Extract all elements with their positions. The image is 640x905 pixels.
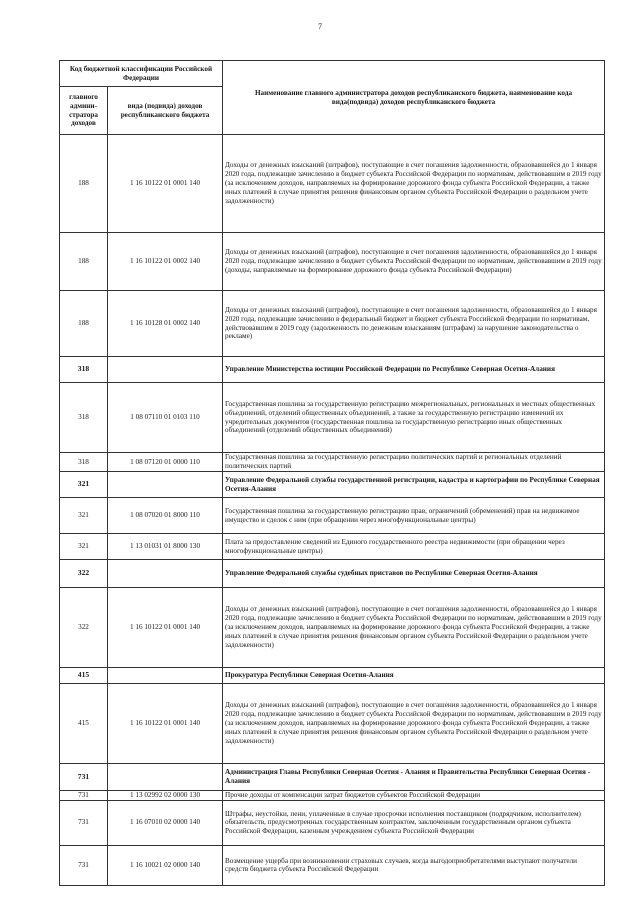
income-code-cell: 1 13 01031 01 8000 130 xyxy=(108,534,223,560)
admin-code-cell: 188 xyxy=(60,291,108,357)
table-row xyxy=(60,791,605,801)
name-cell: Государственная пошлина за государственную регистрацию прав, ограничений (обременений) прав на недвижимое имущество и сделок с ним (при обращении через многофункциональные центры) xyxy=(223,498,605,534)
name-cell: Управление Федеральной службы судебных приставов по Республике Северная Осетия-Алания xyxy=(223,560,605,588)
table-row xyxy=(60,800,605,845)
administrator-row xyxy=(60,560,605,588)
income-code-cell xyxy=(108,357,223,383)
admin-code-cell: 322 xyxy=(60,588,108,668)
admin-code-cell: 321 xyxy=(60,534,108,560)
administrator-row xyxy=(60,472,605,498)
income-code-cell: 1 16 10122 01 0001 140 xyxy=(108,588,223,668)
income-code-cell xyxy=(108,472,223,498)
income-code-cell xyxy=(108,668,223,684)
name-cell: Доходы от денежных взысканий (штрафов), поступающие в счет погашения задолженности, образовавшейся до 1 января 2020 года, подлежащие зачислению в бюджет субъекта Российской Федерации по нормативам, действовавшим в 2019 году (за исключением доходов, направляемых на формирование дорожного фонда субъекта Российской Федерации, а также иных платежей в случае принятия решения финансовым органом субъекта Российской Федерации о раздельном учете задолженности) xyxy=(223,684,605,764)
name-cell: Государственная пошлина за государственную регистрацию политических партий и региональных отделений политических партий xyxy=(223,453,605,472)
admin-code-cell: 321 xyxy=(60,472,108,498)
table-row xyxy=(60,845,605,885)
header-code-column: вида (подвида) доходов республиканского бюджета xyxy=(108,87,223,135)
name-cell: Штрафы, неустойки, пени, уплаченные в случае просрочки исполнения поставщиком (подрядчиком, исполнителем) обязательств, предусмотренных государственным контрактом, заключенным государственным органом субъекта Российской Федерации, казенным учреждением субъекта Российской Федерации xyxy=(223,800,605,845)
budget-classification-table xyxy=(59,60,605,886)
admin-code-cell: 188 xyxy=(60,135,108,233)
name-cell: Государственная пошлина за государственную регистрацию межрегиональных, региональных и местных общественных объединений, отделений общественных объединений, а также за государственную регистрацию изменений их учредительных документов (государственная пошлина за государственную регистрацию иных общественных объединений (отделений общественных объединений) xyxy=(223,383,605,453)
name-cell: Доходы от денежных взысканий (штрафов), поступающие в счет погашения задолженности, образовавшейся до 1 января 2020 года, подлежащие зачислению в федеральный бюджет и бюджет субъекта Российской Федерации по нормативам, действовавшим в 2019 году (задолженность по денежным взысканиям (штрафам) за нарушение законодательства о рекламе) xyxy=(223,291,605,357)
name-cell: Управление Министерства юстиции Российской Федерации по Республике Северная Осетия-Алания xyxy=(223,357,605,383)
table-row xyxy=(60,135,605,233)
admin-code-cell: 415 xyxy=(60,668,108,684)
income-code-cell: 1 08 07110 01 0103 110 xyxy=(108,383,223,453)
name-cell: Доходы от денежных взысканий (штрафов), поступающие в счет погашения задолженности, образовавшейся до 1 января 2020 года, подлежащие зачислению в бюджет субъекта Российской Федерации по нормативам, действовавшим в 2019 году (доходы, направляемые на формирование дорожного фонда субъекта Российской Федерации) xyxy=(223,233,605,291)
header-name-column: Наименование главного администратора доходов республиканского бюджета, наименование кода вида(подвида) доходов республиканского бюджета xyxy=(223,61,605,135)
admin-code-cell: 731 xyxy=(60,791,108,801)
income-code-cell: 1 13 02992 02 0000 130 xyxy=(108,791,223,801)
administrator-row xyxy=(60,357,605,383)
table-row xyxy=(60,534,605,560)
admin-code-cell: 318 xyxy=(60,453,108,472)
admin-code-cell: 188 xyxy=(60,233,108,291)
income-code-cell: 1 16 10128 01 0002 140 xyxy=(108,291,223,357)
name-cell: Доходы от денежных взысканий (штрафов), поступающие в счет погашения задолженности, образовавшейся до 1 января 2020 года, подлежащие зачислению в бюджет субъекта Российской Федерации по нормативам, действовавшим в 2019 году (за исключением доходов, направляемых на формирование дорожного фонда субъекта Российской Федерации, а также иных платежей в случае принятия решения финансовым органом субъекта Российской Федерации о раздельном учете задолженности) xyxy=(223,588,605,668)
table-row xyxy=(60,588,605,668)
admin-code-cell: 322 xyxy=(60,560,108,588)
table-row xyxy=(60,233,605,291)
income-code-cell: 1 08 07120 01 0000 110 xyxy=(108,453,223,472)
income-code-cell: 1 16 10122 01 0001 140 xyxy=(108,135,223,233)
admin-code-cell: 415 xyxy=(60,684,108,764)
name-cell: Плата за предоставление сведений из Единого государственного реестра недвижимости (при обращении через многофункциональные центры) xyxy=(223,534,605,560)
table-row xyxy=(60,383,605,453)
income-code-cell: 1 16 10021 02 0000 140 xyxy=(108,845,223,885)
admin-code-cell: 321 xyxy=(60,498,108,534)
administrator-row xyxy=(60,668,605,684)
income-code-cell: 1 16 10122 01 0001 140 xyxy=(108,684,223,764)
header-admin-column: главного админи-стратора доходов xyxy=(60,87,108,135)
admin-code-cell: 318 xyxy=(60,383,108,453)
income-code-cell xyxy=(108,560,223,588)
table-row xyxy=(60,498,605,534)
name-cell: Управление Федеральной службы государственной регистрации, кадастра и картографии по Республике Северная Осетия-Алания xyxy=(223,472,605,498)
income-code-cell: 1 16 10122 01 0002 140 xyxy=(108,233,223,291)
name-cell: Доходы от денежных взысканий (штрафов), поступающие в счет погашения задолженности, образовавшейся до 1 января 2020 года, подлежащие зачислению в бюджет субъекта Российской Федерации по нормативам, действовавшим в 2019 году (за исключением доходов, направляемых на формирование дорожного фонда субъекта Российской Федерации, а также иных платежей в случае принятия решения финансовым органом субъекта Российской Федерации о раздельном учете задолженности) xyxy=(223,135,605,233)
administrator-row xyxy=(60,764,605,791)
table-row xyxy=(60,453,605,472)
name-cell: Прочие доходы от компенсации затрат бюджетов субъектов Российской Федерации xyxy=(223,791,605,801)
table-row xyxy=(60,291,605,357)
table-header xyxy=(60,61,605,135)
income-code-cell: 1 08 07020 01 8000 110 xyxy=(108,498,223,534)
admin-code-cell: 731 xyxy=(60,845,108,885)
income-code-cell: 1 16 07010 02 0000 140 xyxy=(108,800,223,845)
name-cell: Возмещение ущерба при возникновении страховых случаев, когда выгодоприобретателями выступают получатели средств бюджета субъекта Российской Федерации xyxy=(223,845,605,885)
table-body xyxy=(60,135,605,886)
name-cell: Прокуратура Республики Северная Осетия-Алания xyxy=(223,668,605,684)
page-number: 7 xyxy=(318,22,322,31)
admin-code-cell: 731 xyxy=(60,800,108,845)
table-row xyxy=(60,684,605,764)
income-code-cell xyxy=(108,764,223,791)
admin-code-cell: 318 xyxy=(60,357,108,383)
name-cell: Администрация Главы Республики Северная Осетия - Алания и Правительства Республики Северная Осетия - Алания xyxy=(223,764,605,791)
header-group-label: Код бюджетной классификации Российской Федерации xyxy=(60,61,223,87)
admin-code-cell: 731 xyxy=(60,764,108,791)
